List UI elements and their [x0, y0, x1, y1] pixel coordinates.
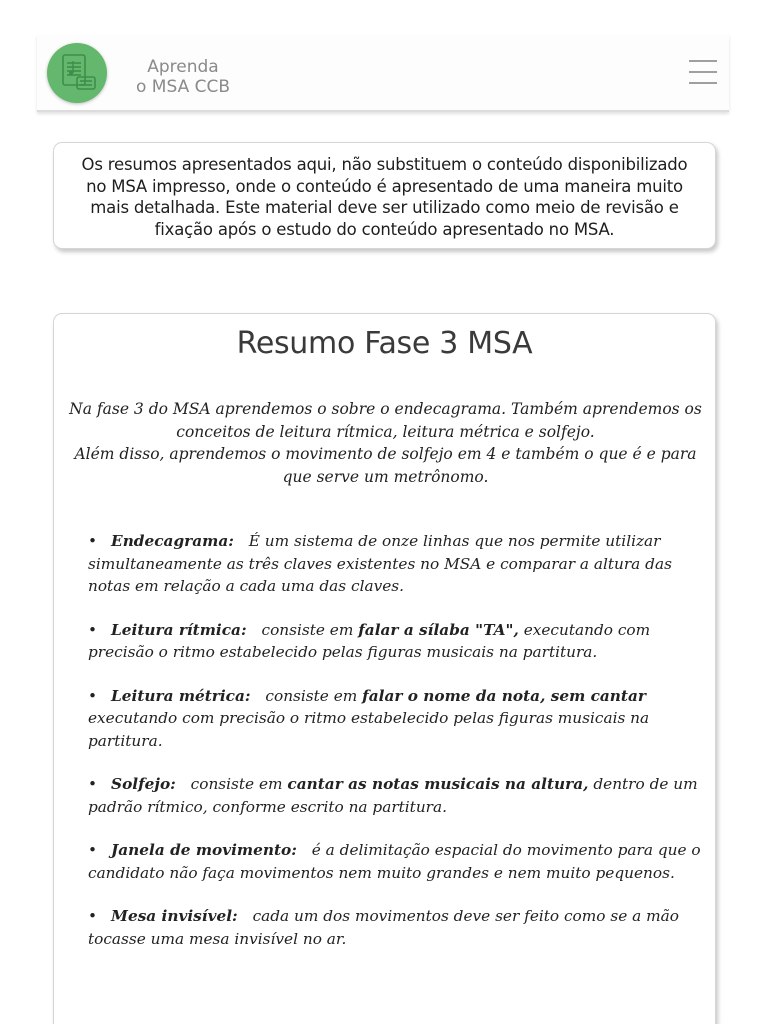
- top-header: [37, 35, 729, 112]
- item-text: executando com precisão o ritmo estabelecido pelas figuras musicais na partitura.: [88, 709, 650, 750]
- item-term: Endecagrama:: [111, 532, 234, 550]
- item-text: É um sistema de onze linhas que nos permite utilizar simultaneamente as três claves existentes no MSA e comparar a altura das notas em relação a cada uma das claves.: [88, 532, 672, 595]
- item-highlight: falar o nome da nota, sem cantar: [362, 686, 646, 705]
- item-text: consiste em: [190, 775, 283, 793]
- disclaimer-text: Os resumos apresentados aqui, não substituem o conteúdo disponibilizado no MSA impresso, onde o conteúdo é apresentado de uma maneira muito mais detalhada. Este material deve ser utilizado como meio de revisão e fixação após o estudo do conteúdo apresentado no MSA.: [81, 155, 688, 239]
- disclaimer-box: [53, 142, 716, 249]
- item-highlight: falar a sílaba "TA",: [358, 620, 519, 639]
- intro-text: [64, 398, 707, 488]
- list-item-mesa-invisivel: • Mesa invisível: cada um dos movimentos deve ser feito como se a mão tocasse uma mesa invisível no ar.: [88, 907, 679, 948]
- logo[interactable]: [47, 43, 107, 103]
- brand-title[interactable]: [133, 57, 233, 97]
- item-text: consiste em: [265, 686, 358, 705]
- summary-card: [53, 313, 716, 1024]
- brand-line-1: Aprenda: [147, 57, 219, 77]
- item-term: Leitura métrica:: [111, 686, 251, 705]
- item-text: dentro de um padrão rítmico, conforme escrito na partitura.: [88, 775, 698, 816]
- item-term: Leitura rítmica:: [111, 620, 247, 639]
- list-item-janela-de-movimento: • Janela de movimento: é a delimitação espacial do movimento para que o candidato não faça movimentos nem muito grandes e nem muito pequenos.: [88, 841, 701, 882]
- page-title: Resumo Fase 3 MSA: [236, 326, 533, 361]
- list-item-leitura-metrica: • Leitura métrica: consiste em falar o nome da nota, sem cantar executando com precisão o ritmo estabelecido pelas figuras musicais na partitura.: [88, 686, 650, 750]
- item-term: Solfejo:: [111, 775, 176, 793]
- list-item-leitura-ritmica: • Leitura rítmica: consiste em falar a sílaba "TA", executando com precisão o ritmo estabelecido pelas figuras musicais na partitura.: [88, 620, 651, 661]
- intro-paragraph-2: Além disso, aprendemos o movimento de solfejo em 4 e também o que é e para que serve um metrônomo.: [74, 445, 697, 486]
- item-text: é a delimitação espacial do movimento para que o candidato não faça movimentos nem muito grandes e nem muito pequenos.: [88, 841, 701, 882]
- item-text: cada um dos movimentos deve ser feito como se a mão tocasse uma mesa invisível no ar.: [88, 907, 679, 948]
- intro-paragraph-1: Na fase 3 do MSA aprendemos o sobre o endecagrama. Também aprendemos os conceitos de leitura rítmica, leitura métrica e solfejo.: [69, 400, 702, 441]
- brand-line-2: o MSA CCB: [135, 77, 230, 97]
- item-text: executando com precisão o ritmo estabelecido pelas figuras musicais na partitura.: [88, 620, 651, 661]
- concept-list: [88, 530, 708, 971]
- item-highlight: cantar as notas musicais na altura,: [287, 775, 589, 793]
- hamburger-menu-icon[interactable]: [689, 60, 717, 86]
- item-text: consiste em: [261, 620, 354, 639]
- item-term: Mesa invisível:: [111, 907, 238, 925]
- item-term: Janela de movimento:: [111, 841, 297, 859]
- list-item-endecagrama: • Endecagrama: É um sistema de onze linhas que nos permite utilizar simultaneamente as três claves existentes no MSA e comparar a altura das notas em relação a cada uma das claves.: [88, 532, 672, 595]
- music-notebook-icon: [47, 43, 107, 103]
- list-item-solfejo: • Solfejo: consiste em cantar as notas musicais na altura, dentro de um padrão rítmico, conforme escrito na partitura.: [88, 775, 698, 816]
